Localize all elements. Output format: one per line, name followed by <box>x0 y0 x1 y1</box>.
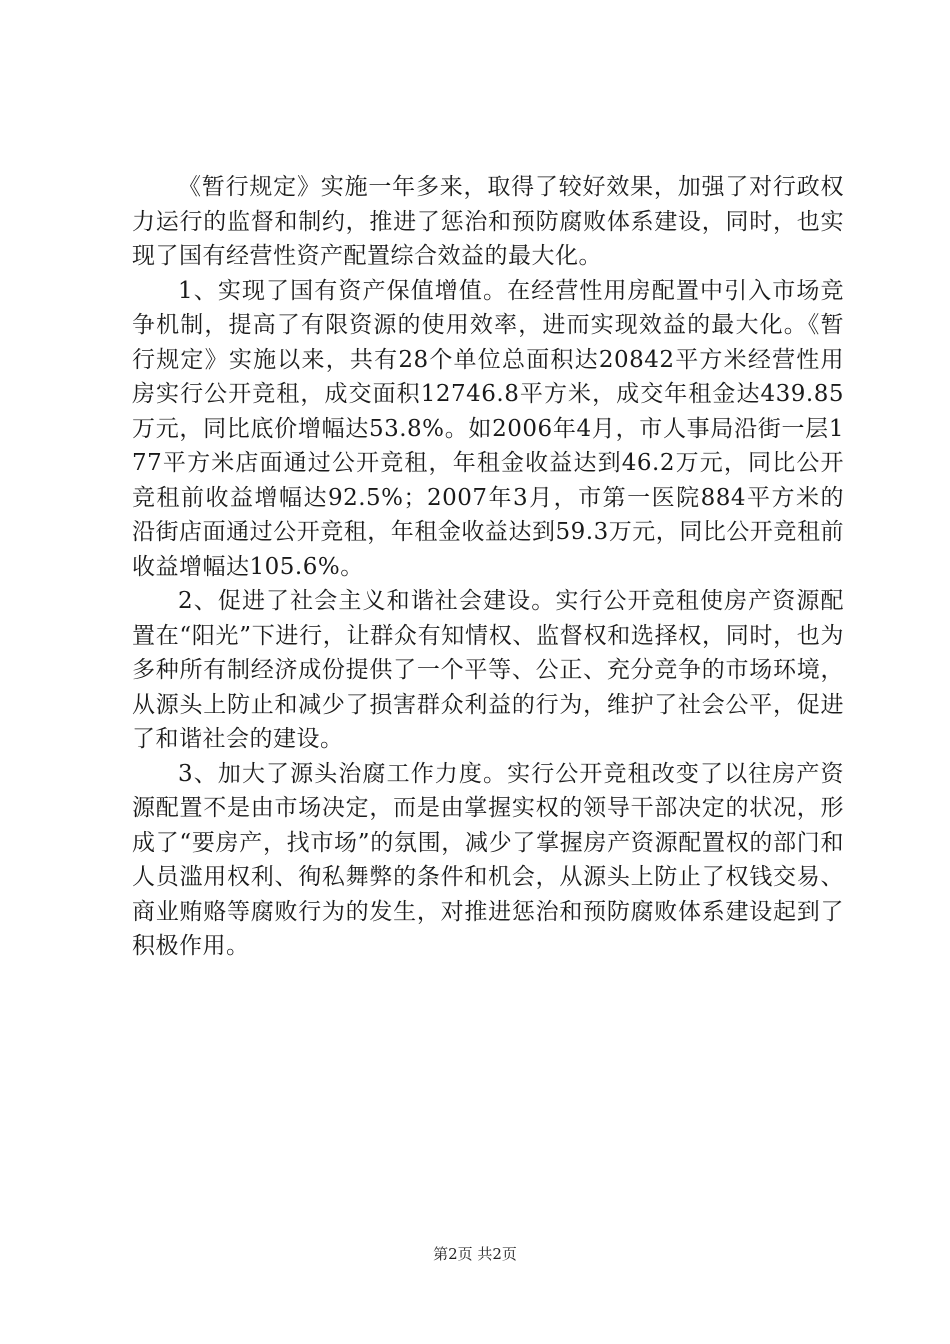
document-body <box>132 170 844 964</box>
paragraph-point-3: 3、加大了源头治腐工作力度。实行公开竞租改变了以往房产资源配置不是由市场决定，而是由掌握实权的领导干部决定的状况，形成了“要房产，找市场”的氛围，减少了掌握房产资源配置权的部门和人员滥用权利、徇私舞弊的条件和机会，从源头上防止了权钱交易、商业贿赂等腐败行为的发生，对推进惩治和预防腐败体系建设起到了积极作用。 <box>132 760 844 959</box>
paragraph-intro: 《暂行规定》实施一年多来，取得了较好效果，加强了对行政权力运行的监督和制约，推进了惩治和预防腐败体系建设，同时，也实现了国有经营性资产配置综合效益的最大化。 <box>132 174 844 269</box>
page-number: 第2页 共2页 <box>433 1245 517 1263</box>
page-footer <box>0 1244 950 1264</box>
paragraph-point-2: 2、促进了社会主义和谐社会建设。实行公开竞租使房产资源配置在“阳光”下进行，让群众有知情权、监督权和选择权，同时，也为多种所有制经济成份提供了一个平等、公正、充分竞争的市场环境，从源头上防止和减少了损害群众利益的行为，维护了社会公平，促进了和谐社会的建设。 <box>132 588 844 752</box>
paragraph-point-1: 1、实现了国有资产保值增值。在经营性用房配置中引入市场竞争机制，提高了有限资源的使用效率，进而实现效益的最大化。《暂行规定》实施以来，共有28个单位总面积达20842平方米经营性用房实行公开竞租，成交面积12746.8平方米，成交年租金达439.85万元，同比底价增幅达53.8%。如2006年4月，市人事局沿街一层177平方米店面通过公开竞租，年租金收益达到46.2万元，同比公开竞租前收益增幅达92.5%；2007年3月，市第一医院884平方米的沿街店面通过公开竞租，年租金收益达到59.3万元，同比公开竞租前收益增幅达105.6%。 <box>132 277 844 580</box>
